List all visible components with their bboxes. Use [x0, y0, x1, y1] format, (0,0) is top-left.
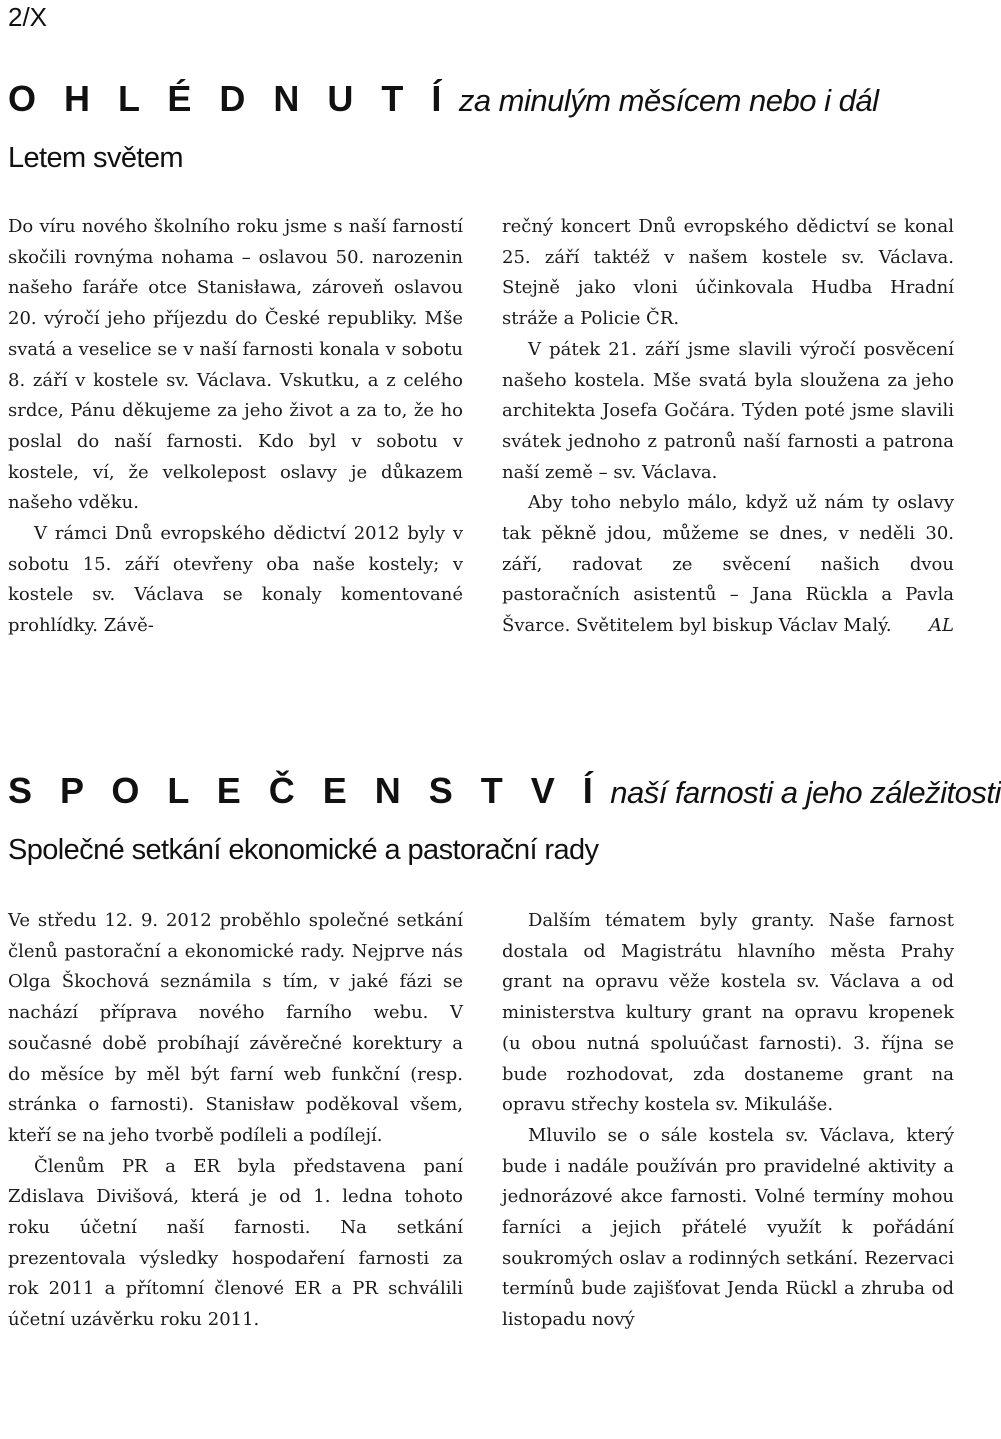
- article-column-right: [502, 212, 954, 642]
- section-subtitle: naší farnosti a jeho záležitosti: [610, 775, 1001, 810]
- paragraph: Do víru nového školního roku jsme s naší farností skočili rovnýma nohama – oslavou 50. narozenin našeho faráře otce Stanisława, zároveň oslavou 20. výročí jeho příjezdu do České republiky. Mše svatá a veselice se v naší farnosti konala v sobotu 8. září v kostele sv. Václava. Vskutku, a z celého srdce, Pánu děkujeme za jeho život a za to, že ho poslal do naší farnosti. Kdo byl v sobotu v kostele, ví, že velkolepost oslavy je důkazem našeho vděku.: [8, 216, 463, 514]
- paragraph: Dalším tématem byly granty. Naše farnost dostala od Magistrátu hlavního města Prahy grant na opravu věže kostela sv. Václava a od ministerstva kultury grant na opravu kropenek (u obou nutná spoluúčast farnosti). 3. října se bude rozhodovat, zda dostaneme grant na opravu střechy kostela sv. Mikuláše.: [502, 910, 954, 1116]
- section-title: O H L É D N U T Í: [8, 78, 451, 119]
- article-column-left: [8, 906, 463, 1336]
- article-column-right: [502, 906, 954, 1336]
- paragraph: rečný koncert Dnů evropského dědictví se konal 25. září taktéž v našem kostele sv. Václava. Stejně jako vloni účinkovala Hudba Hradní stráže a Policie ČR.: [502, 216, 954, 330]
- page-number: 2/X: [8, 2, 48, 32]
- article-column-left: [8, 212, 463, 642]
- paragraph: Ve středu 12. 9. 2012 proběhlo společné setkání členů pastorační a ekonomické rady. Nejprve nás Olga Škochová seznámila s tím, v jaké fázi se nachází příprava nového farního webu. V současné době probíhají závěrečné korektury a do měsíce by měl být farní web funkční (resp. stránka o farnosti). Stanisław poděkoval všem, kteří se na jeho tvorbě podíleli a podílejí.: [8, 910, 463, 1146]
- section-heading-spolecenstvi: [8, 770, 1001, 812]
- article-title-letem-svetem: Letem světem: [8, 142, 183, 174]
- author-signature: AL: [929, 615, 954, 637]
- paragraph: V rámci Dnů evropského dědictví 2012 byly v sobotu 15. září otevřeny oba naše kostely; v kostele sv. Václava se konaly komentované prohlídky. Závě-: [8, 523, 463, 637]
- section-title: S P O L E Č E N S T V Í: [8, 770, 602, 811]
- section-heading-ohlednuti: [8, 78, 878, 120]
- paragraph-text: Aby toho nebylo málo, když už nám ty oslavy tak pěkně jdou, můžeme se dnes, v neděli 30. září, radovat ze svěcení našich dvou pastoračních asistentů – Jana Rückla a Pavla Švarce. Světitelem byl biskup Václav Malý.: [502, 492, 954, 637]
- paragraph: Členům PR a ER byla představena paní Zdislava Divišová, která je od 1. ledna tohoto roku účetní naší farnosti. Na setkání prezentovala výsledky hospodaření farnosti za rok 2011 a přítomní členové ER a PR schválili účetní uzávěrku roku 2011.: [8, 1155, 463, 1331]
- section-subtitle: za minulým měsícem nebo i dál: [458, 83, 879, 118]
- paragraph: [502, 488, 954, 642]
- paragraph: V pátek 21. září jsme slavili výročí posvěcení našeho kostela. Mše svatá byla sloužena za jeho architekta Josefa Gočára. Týden poté jsme slavili svátek jednoho z patronů naší farnosti a patrona naší země – sv. Václava.: [502, 338, 954, 483]
- article-title-spolecne-setkani: Společné setkání ekonomické a pastorační rady: [8, 834, 599, 866]
- paragraph: Mluvilo se o sále kostela sv. Václava, který bude i nadále používán pro pravidelné aktivity a jednorázové akce farnosti. Volné termíny mohou farníci a jejich přátelé využít k pořádání soukromých oslav a rodinných setkání. Rezervaci termínů bude zajišťovat Jenda Rückl a zhruba od listopadu nový: [502, 1124, 954, 1331]
